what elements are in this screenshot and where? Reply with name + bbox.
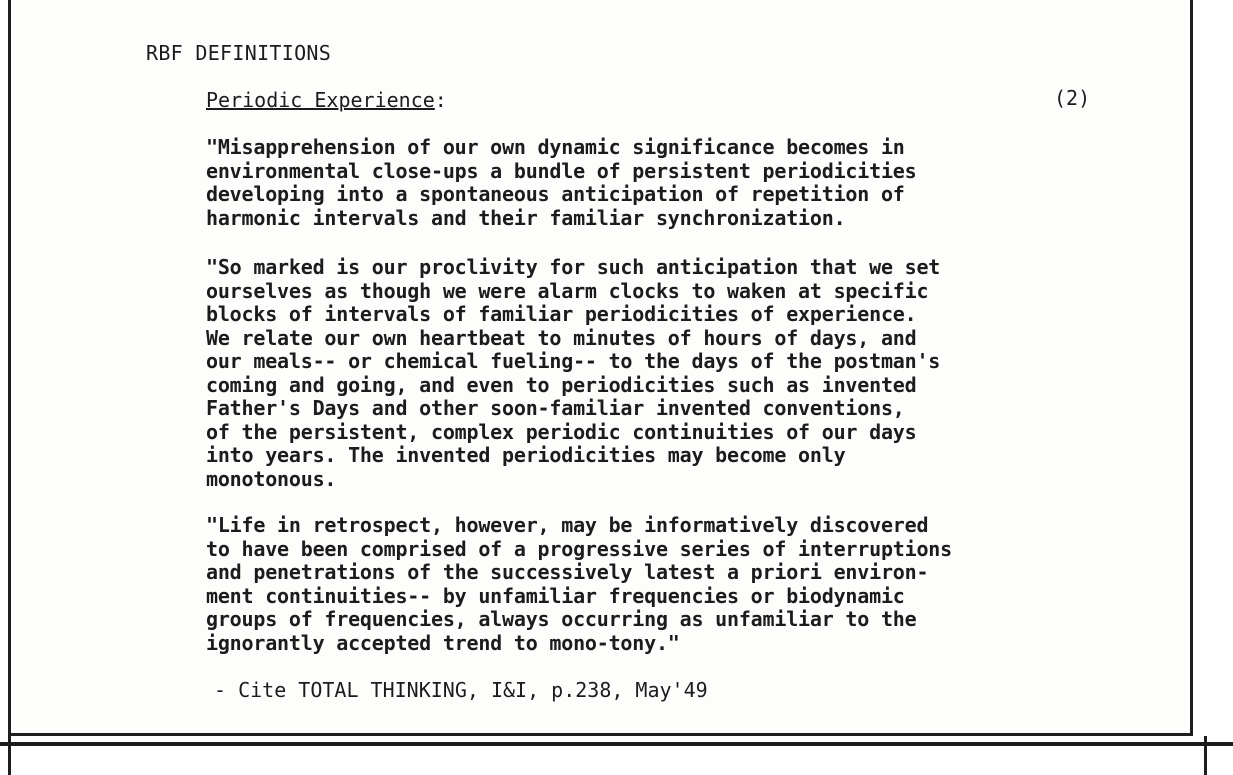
paragraph-line: to have been comprised of a progressive series of interruptions [206,536,952,561]
paragraph-line: Father's Days and other soon-familiar invented conventions, [206,396,905,420]
section-title: Periodic Experience [206,88,435,112]
card-bottom-border [0,742,1233,746]
paragraph-line: "Misapprehension of our own dynamic significance becomes in [206,135,905,159]
definition-paragraph [206,136,916,230]
next-card-right-edge [1204,736,1207,775]
paragraph-line: ignorantly accepted trend to mono-tony." [206,630,680,655]
paragraph-line: We relate our own heartbeat to minutes of hours of days, and [206,325,917,350]
definition-paragraph [206,256,940,491]
paragraph-line: groups of frequencies, always occurring as unfamiliar to the [206,607,917,631]
section-heading [206,88,447,112]
paragraph-line: blocks of intervals of familiar periodicities of experience. [206,302,917,326]
paragraph-line: of the persistent, complex periodic continuities of our days [206,419,917,444]
paragraph-line: ment continuities-- by unfamiliar frequencies or biodynamic [206,583,905,608]
paragraph-line: ourselves as though we were alarm clocks to waken at specific [206,278,929,303]
paragraph-line: coming and going, and even to periodicities such as invented [206,372,917,397]
paragraph-line: monotonous. [206,466,337,491]
paragraph-line: developing into a spontaneous anticipation of repetition of [206,182,905,206]
paragraph-line: "So marked is our proclivity for such anticipation that we set [206,255,941,279]
paragraph-line: our meals-- or chemical fueling-- to the days of the postman's [206,349,941,373]
document-header: RBF DEFINITIONS [146,41,332,65]
next-card-left-edge [8,736,11,775]
paragraph-line: and penetrations of the successively latest a priori environ- [206,560,929,584]
section-title-colon: : [434,88,447,112]
paragraph-line: "Life in retrospect, however, may be informatively discovered [206,513,929,537]
paragraph-line: into years. The invented periodicities may become only [206,443,846,467]
page-number: (2) [1054,86,1091,110]
paragraph-line: harmonic intervals and their familiar synchronization. [206,205,846,230]
paragraph-line: environmental close-ups a bundle of persistent periodicities [206,158,917,183]
citation: - Cite TOTAL THINKING, I&I, p.238, May'49 [214,678,708,702]
definition-paragraph [206,514,952,655]
